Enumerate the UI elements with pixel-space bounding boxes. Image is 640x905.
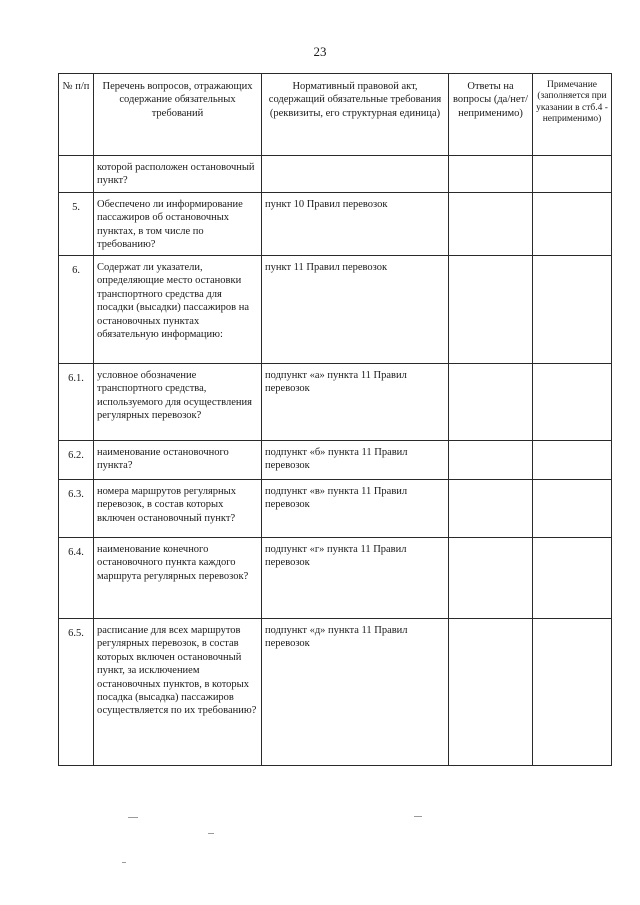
row-number: 6.5. (59, 618, 94, 765)
row-answer-cell[interactable] (449, 479, 533, 537)
row-act: пункт 11 Правил перевозок (262, 255, 449, 363)
table-row (59, 363, 612, 440)
row-question: Обеспечено ли информирование пассажиров об остановочных пунктах, в том числе по требованию? (94, 193, 262, 256)
row-note-cell[interactable] (533, 440, 612, 479)
row-number: 6.3. (59, 479, 94, 537)
row-answer-cell[interactable] (449, 193, 533, 256)
row-number: 6. (59, 255, 94, 363)
row-note-cell[interactable] (533, 255, 612, 363)
scan-artifact (208, 833, 214, 834)
row-act: подпункт «д» пункта 11 Правил перевозок (262, 618, 449, 765)
checklist-table (58, 73, 612, 766)
row-question: Содержат ли указатели, определяющие место остановки транспортного средства для посадки (высадки) пассажиров на остановочных пунктах обязательную информацию: (94, 255, 262, 363)
row-act: подпункт «в» пункта 11 Правил перевозок (262, 479, 449, 537)
row-note-cell[interactable] (533, 193, 612, 256)
row-question: наименование остановочного пункта? (94, 440, 262, 479)
table-row (59, 618, 612, 765)
header-note: Примечание (заполняется при указании в стб.4 - неприменимо) (533, 74, 612, 156)
table-row (59, 440, 612, 479)
table-row (59, 479, 612, 537)
scan-artifact (122, 862, 126, 863)
row-answer-cell[interactable] (449, 440, 533, 479)
table-row (59, 156, 612, 193)
header-answers: Ответы на вопросы (да/нет/ неприменимо) (449, 74, 533, 156)
row-act: подпункт «б» пункта 11 Правил перевозок (262, 440, 449, 479)
row-act: подпункт «а» пункта 11 Правил перевозок (262, 363, 449, 440)
header-num: № п/п (59, 74, 94, 156)
row-act: подпункт «г» пункта 11 Правил перевозок (262, 537, 449, 618)
row-answer-cell[interactable] (449, 363, 533, 440)
page-number: 23 (313, 44, 327, 59)
row-number: 6.2. (59, 440, 94, 479)
row-answer-cell[interactable] (449, 156, 533, 193)
table-row (59, 537, 612, 618)
scan-artifact (128, 817, 138, 818)
row-number: 6.1. (59, 363, 94, 440)
row-note-cell[interactable] (533, 156, 612, 193)
row-number: 6.4. (59, 537, 94, 618)
header-questions: Перечень вопросов, отражающих содержание обязательных требований (94, 74, 262, 156)
row-question: которой расположен остановочный пункт? (94, 156, 262, 193)
row-answer-cell[interactable] (449, 618, 533, 765)
row-question: расписание для всех маршрутов регулярных перевозок, в состав которых включен остановочный пункт, за исключением остановочных пунктов, в которых посадка (высадка) пассажиров осуществляется по их требованию? (94, 618, 262, 765)
header-row (59, 74, 612, 156)
row-number: 5. (59, 193, 94, 256)
row-question: наименование конечного остановочного пункта каждого маршрута регулярных перевозок? (94, 537, 262, 618)
row-answer-cell[interactable] (449, 537, 533, 618)
row-question: условное обозначение транспортного средства, используемого для осуществления регулярных перевозок? (94, 363, 262, 440)
table-row (59, 193, 612, 256)
header-act: Нормативный правовой акт, содержащий обязательные требования (реквизиты, его структурная единица) (262, 74, 449, 156)
row-note-cell[interactable] (533, 363, 612, 440)
row-note-cell[interactable] (533, 479, 612, 537)
row-question: номера маршрутов регулярных перевозок, в состав которых включен остановочный пункт? (94, 479, 262, 537)
row-number (59, 156, 94, 193)
row-note-cell[interactable] (533, 537, 612, 618)
scan-artifact (414, 816, 422, 817)
row-answer-cell[interactable] (449, 255, 533, 363)
row-note-cell[interactable] (533, 618, 612, 765)
row-act (262, 156, 449, 193)
table-row (59, 255, 612, 363)
row-act: пункт 10 Правил перевозок (262, 193, 449, 256)
